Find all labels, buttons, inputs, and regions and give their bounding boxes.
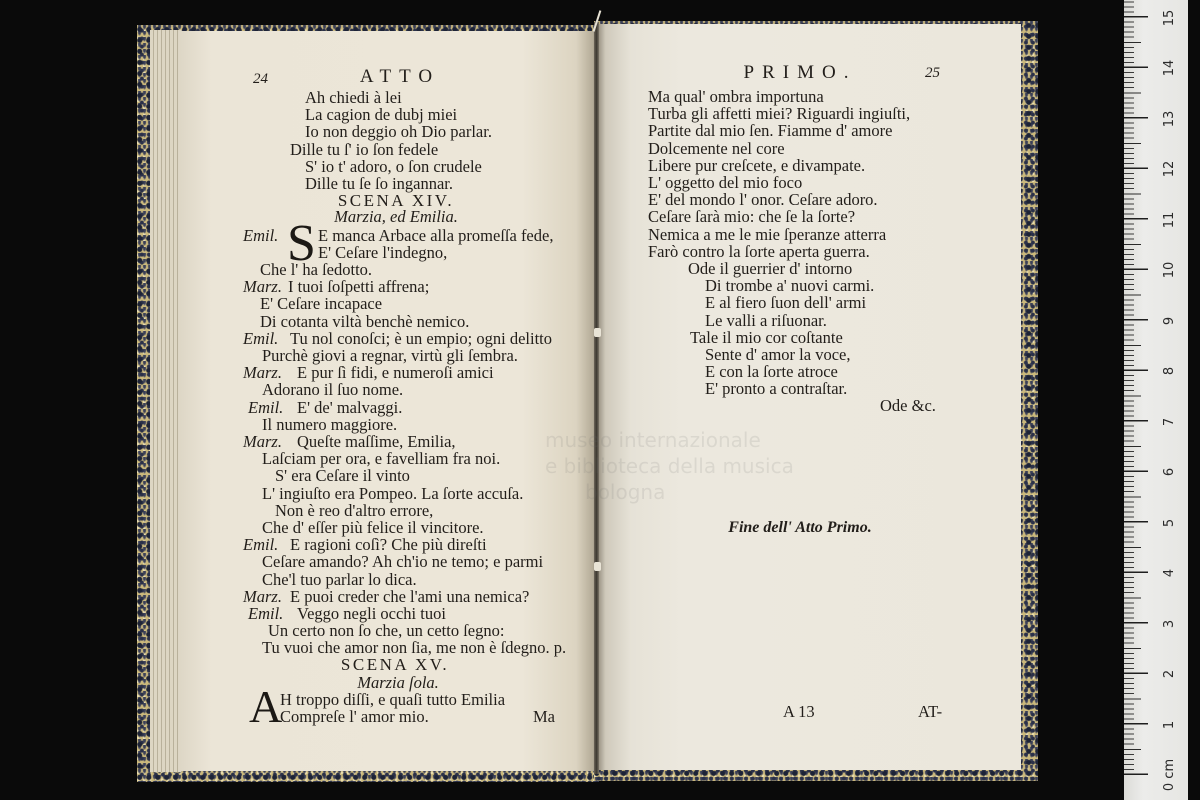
line-text: Dille tu ſe ſo ingannar. — [305, 174, 454, 193]
verse-line: Ceſare ſarà mio: che ſe la ſorte? — [648, 207, 856, 227]
line-text: L' ingiuſto era Pompeo. La ſorte accuſa. — [262, 483, 524, 503]
ruler-label: 10 — [1162, 261, 1177, 279]
speaker-label: Marz. — [243, 586, 282, 606]
line-text: Che'l tuo parlar lo dica. — [262, 569, 417, 589]
line-text: Io non deggio oh Dio parlar. — [305, 122, 492, 142]
scene-characters: Marzia ſola. — [357, 672, 439, 692]
line-text: S' era Ceſare il vinto — [275, 466, 410, 486]
ruler-label: 6 — [1162, 467, 1177, 477]
ruler-label: 8 — [1162, 366, 1177, 376]
speaker-label: Emil. — [243, 225, 279, 245]
line-text: Ah chiedi à lei — [305, 88, 402, 107]
ruler-label: 7 — [1162, 417, 1177, 426]
line-text: Tu vuoi che amor non ſia, me non è ſdegno. p. — [262, 638, 567, 658]
ruler-label: 0 cm — [1162, 758, 1177, 792]
verse-line: E' del mondo l' onor. Ceſare adoro. — [648, 190, 878, 210]
ruler-label: 2 — [1162, 669, 1177, 679]
aria-line: E' pronto a contraſtar. — [705, 379, 848, 399]
line-text: E' Ceſare incapace — [260, 294, 383, 314]
end-of-act-note: Fine dell' Atto Primo. — [728, 519, 872, 536]
catchword: Ma — [533, 707, 555, 727]
line-text: E ragioni coſì? Che più direſti — [290, 535, 487, 555]
ruler-label: 13 — [1162, 110, 1177, 127]
watermark-line: bologna — [585, 480, 666, 504]
verse-line: Dolcemente nel core — [648, 138, 785, 158]
line-text: Tu nol conoſci; è un empio; ogni delitto — [290, 328, 553, 348]
line-text: Ceſare amando? Ah ch'io ne temo; e parmi — [262, 552, 544, 572]
line-text: Adorano il ſuo nome. — [262, 380, 404, 400]
line-text: Il numero maggiore. — [262, 414, 398, 434]
line-text: H troppo diſſi, e quaſi tutto Emilia — [280, 690, 506, 709]
verse-line: Turba gli affetti miei? Riguardi ingiuſti, — [648, 104, 911, 124]
ruler-label: 9 — [1162, 316, 1177, 325]
line-text: Compreſe l' amor mio. — [280, 707, 429, 727]
ruler-ticks — [1124, 0, 1154, 775]
aria-line: Ode il guerrier d' intorno — [688, 259, 853, 278]
speaker-label: Marz. — [243, 432, 282, 451]
ruler-label: 5 — [1162, 518, 1177, 527]
verse-line: Ma qual' ombra importuna — [648, 87, 824, 106]
aria-line: Di trombe a' nuovi carmi. — [705, 276, 875, 296]
speaker-label: Emil. — [248, 397, 284, 417]
line-text: Dille tu ſ' io ſon fedele — [290, 139, 439, 159]
ruler-label: 4 — [1162, 568, 1177, 578]
line-text: Un certo non ſo che, un cetto ſegno: — [268, 621, 505, 641]
line-text: E' de' malvaggi. — [297, 397, 403, 417]
verse-line: Nemica a me le mie ſperanze atterra — [648, 224, 887, 244]
ruler-label: 11 — [1162, 211, 1177, 228]
watermark-line: museo internazionale — [545, 428, 761, 452]
speaker-label: Marz. — [243, 363, 282, 383]
aria-line: Sente d' amor la voce, — [705, 345, 851, 364]
verse-line: Libere pur creſcete, e divampate. — [648, 155, 866, 175]
scene-heading: SCENA XV. — [340, 655, 450, 674]
line-text: Laſciam per ora, e favelliam fra noi. — [262, 449, 501, 469]
line-text: S' io t' adoro, o ſon crudele — [305, 156, 482, 176]
scene-heading: SCENA XIV. — [337, 190, 455, 210]
line-text: Che d' eſſer più felice il vincitore. — [262, 518, 484, 537]
scene-characters: Marzia, ed Emilia. — [334, 207, 458, 227]
signature-mark: A 13 — [783, 702, 815, 721]
line-text: E puoi creder che l'ami una nemica? — [290, 586, 530, 606]
line-text: I tuoi ſoſpetti affrena; — [288, 277, 430, 297]
aria-line: E al fiero ſuon dell' armi — [705, 293, 867, 313]
verse-line: Partite dal mio ſen. Fiamme d' amore — [648, 121, 893, 141]
aria-line: Le valli a riſuonar. — [705, 310, 827, 330]
right-running-head: PRIMO. — [743, 62, 857, 83]
da-capo-mark: Ode &c. — [880, 396, 936, 415]
ruler-label: 14 — [1162, 59, 1177, 77]
drop-cap: S — [287, 215, 316, 272]
ruler-label: 3 — [1162, 619, 1177, 628]
ruler-label: 12 — [1162, 160, 1177, 178]
aria-line: Tale il mio cor coſtante — [690, 327, 843, 347]
binding-stitch — [594, 328, 601, 337]
line-text: Che l' ha ſedotto. — [260, 260, 373, 279]
line-text: E manca Arbace alla promeſſa fede, — [318, 225, 554, 245]
left-running-head: ATTO — [359, 66, 441, 87]
line-text: Queſte maſſime, Emilia, — [297, 432, 456, 451]
book-gutter — [594, 22, 599, 774]
speaker-label: Emil. — [248, 604, 284, 623]
watermark-line: e biblioteca della musica — [545, 454, 794, 478]
left-page-number: 24 — [253, 71, 268, 87]
line-text: La cagion de dubj miei — [305, 105, 458, 125]
aria-line: E con la ſorte atroce — [705, 362, 838, 382]
right-page-number: 25 — [925, 65, 940, 81]
line-text: Purchè giovi a regnar, virtù gli ſembra. — [262, 346, 518, 365]
line-text: Di cotanta viltà benchè nemico. — [260, 311, 470, 331]
catchword: AT- — [918, 702, 943, 721]
verse-line: Farò contro la ſorte aperta guerra. — [648, 241, 870, 261]
speaker-label: Emil. — [243, 535, 279, 555]
drop-cap: A — [249, 681, 283, 732]
speaker-label: Marz. — [243, 277, 282, 297]
line-text: E' Ceſare l'indegno, — [318, 242, 448, 262]
ruler-label: 1 — [1162, 720, 1177, 729]
binding-stitch — [594, 562, 601, 571]
line-text: Non è reo d'altro errore, — [275, 500, 434, 520]
line-text: E pur ſì fidi, e numeroſi amici — [297, 363, 494, 383]
ruler-label: 15 — [1162, 9, 1177, 26]
speaker-label: Emil. — [243, 328, 279, 348]
verse-line — [280, 708, 429, 726]
verse-line: L' oggetto del mio foco — [648, 173, 803, 192]
line-text: Veggo negli occhi tuoi — [297, 604, 446, 623]
